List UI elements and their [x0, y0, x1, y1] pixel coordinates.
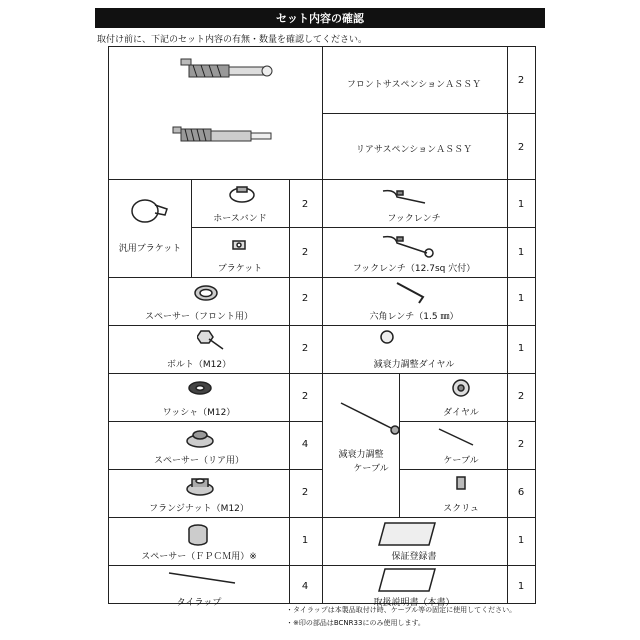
divider: [322, 517, 535, 518]
hose-band-qty: 2: [301, 199, 309, 210]
spacer-fpcm-label: スペーサー（ＦＰＣＭ用）※: [141, 552, 257, 562]
front-suspension-icon: [159, 51, 279, 111]
intro-text: 取付け前に、下記のセット内容の有無・数量を確認してください。: [97, 35, 368, 45]
divider: [109, 565, 322, 566]
bracket-assembly-icon: [129, 195, 169, 227]
damping-cable-icon: [337, 399, 407, 439]
tie-wrap-label: タイラップ: [176, 598, 222, 608]
hex-wrench-qty: 1: [517, 293, 525, 304]
hex-wrench-icon: [393, 279, 429, 305]
section-header: [95, 8, 545, 28]
divider: [322, 565, 535, 566]
spacer-fpcm-icon: [185, 523, 211, 549]
divider: [289, 179, 290, 603]
footnote-2: ・※印の部品はBCNR33にのみ使用します。: [286, 619, 425, 627]
bolt-label: ボルト（M12）: [166, 360, 232, 370]
screw-icon: [453, 475, 473, 491]
divider: [109, 277, 322, 278]
cable-label: ケーブル: [443, 456, 479, 466]
divider: [322, 325, 535, 326]
spacer-front-label: スペーサー（フロント用）: [144, 312, 254, 322]
dial-label: ダイヤル: [443, 408, 479, 418]
divider: [109, 373, 322, 374]
damping-dial-label: 減衰力調整ダイヤル: [373, 360, 455, 370]
hex-wrench-label: 六角レンチ（1.5 ㎜）: [369, 312, 459, 322]
spacer-fpcm-qty: 1: [301, 535, 309, 546]
warranty-qty: 1: [517, 535, 525, 546]
spacer-rear-qty: 4: [301, 439, 309, 450]
cable-icon: [435, 425, 479, 449]
tie-wrap-qty: 4: [301, 581, 309, 592]
spacer-front-qty: 2: [301, 293, 309, 304]
divider: [322, 227, 535, 228]
divider: [322, 113, 535, 114]
front-suspension-label: フロントサスペンションＡＳＳＹ: [346, 80, 482, 90]
manual-qty: 1: [517, 581, 525, 592]
hose-band-label: ホースバンド: [213, 214, 267, 224]
screw-qty: 6: [517, 487, 525, 498]
cable-group-label-1: 減衰力調整: [338, 450, 384, 460]
section-title: セット内容の確認: [276, 12, 364, 25]
front-suspension-qty: 2: [517, 75, 525, 86]
divider: [399, 421, 535, 422]
damping-dial-qty: 1: [517, 343, 525, 354]
washer-icon: [185, 379, 215, 397]
divider: [399, 373, 400, 517]
dial-icon: [449, 377, 473, 399]
rear-suspension-label: リアサスペンションＡＳＳＹ: [355, 145, 473, 155]
divider: [322, 277, 535, 278]
divider: [109, 469, 322, 470]
manual-icon: [377, 567, 447, 595]
rear-suspension-qty: 2: [517, 142, 525, 153]
cable-qty: 2: [517, 439, 525, 450]
hook-wrench-hole-icon: [379, 233, 439, 263]
divider: [322, 47, 323, 603]
flange-nut-qty: 2: [301, 487, 309, 498]
bolt-icon: [197, 329, 227, 353]
divider: [322, 373, 535, 374]
tie-wrap-icon: [165, 567, 245, 587]
screw-label: スクリュ: [443, 504, 479, 514]
bolt-qty: 2: [301, 343, 309, 354]
spacer-rear-icon: [183, 425, 217, 449]
flange-nut-label: フランジナット（M12）: [149, 504, 249, 514]
warranty-card-icon: [377, 519, 447, 549]
divider: [322, 179, 535, 180]
bracket-label: ブラケット: [217, 264, 263, 274]
hose-band-icon: [227, 185, 257, 205]
hook-wrench-qty: 1: [517, 199, 525, 210]
spacer-rear-label: スペーサー（リア用）: [153, 456, 245, 466]
cable-group-label-2: ケーブル: [353, 464, 389, 474]
divider: [109, 179, 322, 180]
divider: [191, 227, 322, 228]
spacer-front-icon: [191, 283, 221, 303]
divider: [109, 517, 322, 518]
warranty-label: 保証登録書: [391, 552, 437, 562]
hook-wrench-label: フックレンチ: [387, 214, 441, 224]
bracket-group-label: 汎用ブラケット: [118, 244, 182, 254]
divider: [191, 179, 192, 277]
flange-nut-icon: [183, 473, 217, 497]
hook-wrench-hole-label: フックレンチ（12.7sq 穴付）: [352, 264, 476, 274]
contents-table: [108, 46, 536, 608]
manual-label: 取扱説明書（本書）: [373, 598, 455, 608]
divider: [109, 421, 322, 422]
footnotes: [286, 604, 516, 630]
washer-qty: 2: [301, 391, 309, 402]
hook-wrench-hole-qty: 1: [517, 247, 525, 258]
footnote-1: ・タイラップは本製品取付け時、ケーブル等の固定に使用してください。: [286, 606, 517, 614]
hook-wrench-icon: [379, 187, 429, 211]
divider: [507, 47, 508, 603]
divider: [109, 325, 322, 326]
dial-qty: 2: [517, 391, 525, 402]
divider: [399, 469, 535, 470]
bracket-icon: [231, 237, 251, 253]
washer-label: ワッシャ（M12）: [162, 408, 236, 418]
bracket-qty: 2: [301, 247, 309, 258]
damping-dial-icon: [379, 329, 399, 347]
rear-suspension-icon: [159, 119, 279, 179]
